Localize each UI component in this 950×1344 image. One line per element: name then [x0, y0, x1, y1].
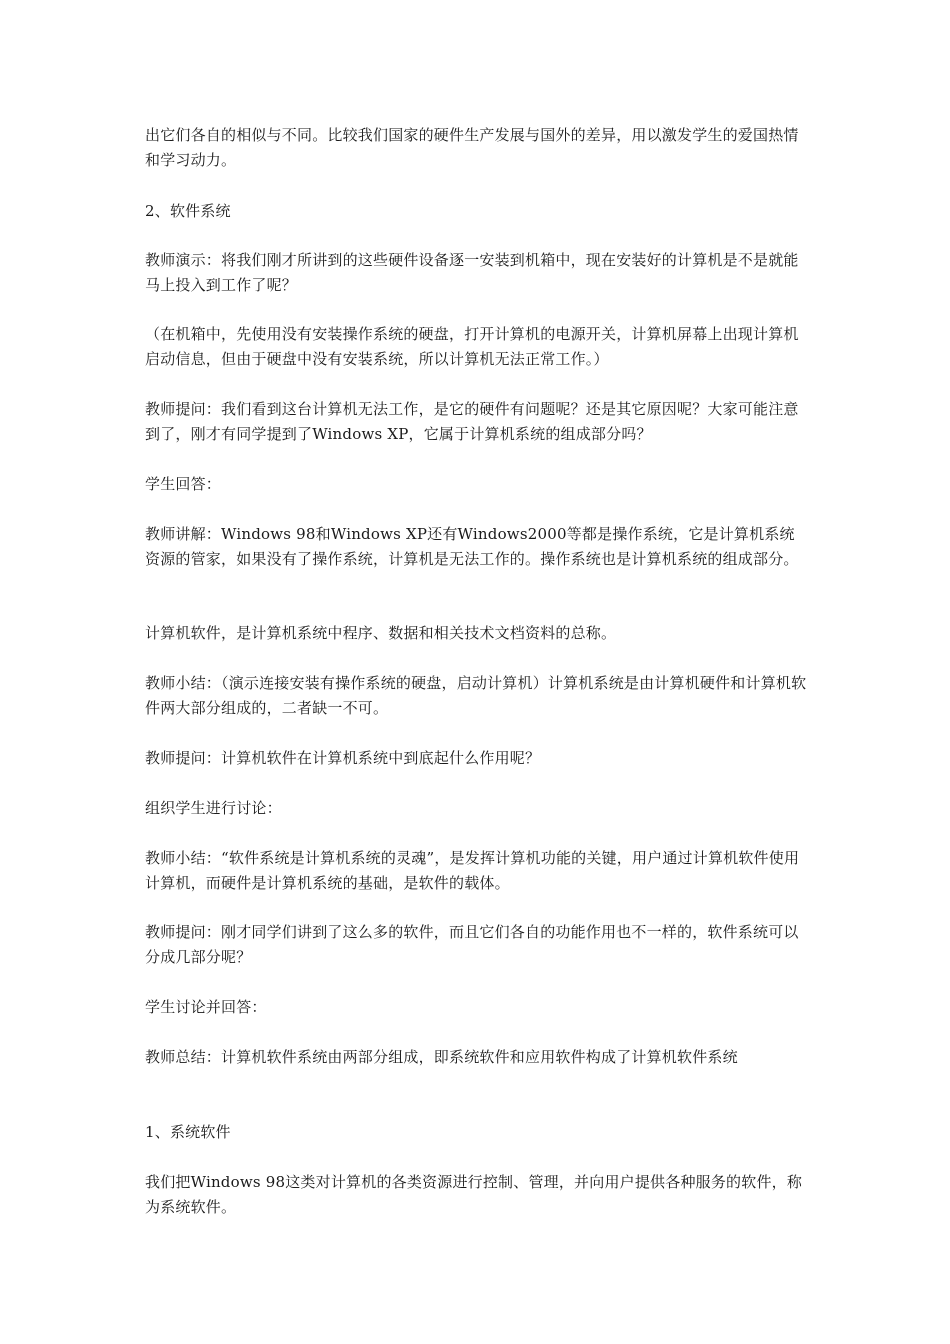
- paragraph-teacher-question-3: 教师提问：刚才同学们讲到了这么多的软件，而且它们各自的功能作用也不一样的，软件系统可以分成几部分呢？: [145, 923, 799, 966]
- paragraph-teacher-conclusion: 教师总结：计算机软件系统由两部分组成，即系统软件和应用软件构成了计算机软件系统: [145, 1048, 738, 1066]
- paragraph-teacher-demo: 教师演示：将我们刚才所讲到的这些硬件设备逐一安装到机箱中，现在安装好的计算机是不是就能马上投入到工作了呢？: [145, 251, 799, 294]
- heading-software-system: 2、软件系统: [145, 202, 231, 220]
- paragraph-teacher-summary-2: 教师小结：“软件系统是计算机系统的灵魂”，是发挥计算机功能的关键，用户通过计算机软件使用计算机，而硬件是计算机系统的基础，是软件的载体。: [145, 849, 800, 892]
- paragraph-demo-note: （在机箱中，先使用没有安装操作系统的硬盘，打开计算机的电源开关，计算机屏幕上出现计算机启动信息，但由于硬盘中没有安装系统，所以计算机无法正常工作。）: [145, 325, 799, 368]
- paragraph-intro-continuation: 出它们各自的相似与不同。比较我们国家的硬件生产发展与国外的差异，用以激发学生的爱国热情和学习动力。: [145, 126, 799, 169]
- paragraph-software-definition: 计算机软件，是计算机系统中程序、数据和相关技术文档资料的总称。: [145, 624, 617, 642]
- paragraph-discussion: 组织学生进行讨论：: [145, 799, 282, 817]
- paragraph-teacher-question-1: 教师提问：我们看到这台计算机无法工作，是它的硬件有问题呢？还是其它原因呢？大家可能注意到了，刚才有同学提到了Windows XP，它属于计算机系统的组成部分吗？: [145, 400, 799, 443]
- paragraph-teacher-question-2: 教师提问：计算机软件在计算机系统中到底起什么作用呢？: [145, 749, 541, 767]
- paragraph-system-software-definition: 我们把Windows 98这类对计算机的各类资源进行控制、管理，并向用户提供各种服务的软件，称为系统软件。: [145, 1173, 803, 1216]
- paragraph-teacher-explanation: 教师讲解：Windows 98和Windows XP还有Windows2000等都是操作系统，它是计算机系统资源的管家，如果没有了操作系统，计算机是无法工作的。操作系统也是计算机系统的组成部分。: [145, 525, 799, 568]
- paragraph-student-discussion: 学生讨论并回答：: [145, 998, 267, 1016]
- paragraph-teacher-summary-1: 教师小结：（演示连接安装有操作系统的硬盘，启动计算机）计算机系统是由计算机硬件和计算机软件两大部分组成的，二者缺一不可。: [145, 674, 807, 717]
- paragraph-student-answer: 学生回答：: [145, 475, 222, 493]
- heading-system-software: 1、系统软件: [145, 1123, 231, 1141]
